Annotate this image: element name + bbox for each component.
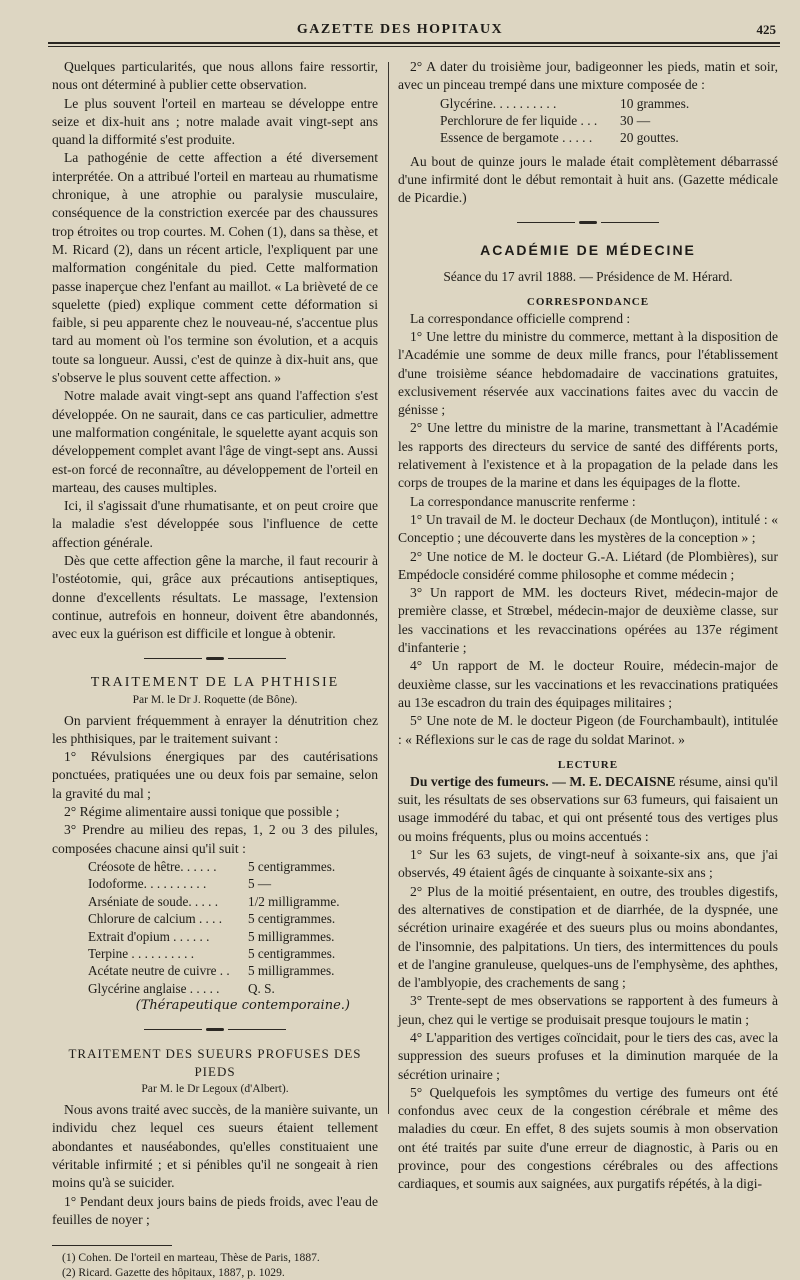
left-column bbox=[52, 58, 378, 1280]
article-byline: Par M. le Dr Legoux (d'Albert). bbox=[141, 1082, 289, 1096]
list-item: 2° Une lettre du ministre de la marine, transmettant à l'Académie les rapports des directeurs du service de santé des différents ports, relativement à l'existence et à la propagation de la pelade dans les corps de troupes de la marine et dans les équipages de la flotte. bbox=[398, 420, 778, 491]
header-rule bbox=[48, 42, 780, 44]
prescription-row: Extrait d'opium . . . . . . 5 milligrammes. bbox=[88, 928, 335, 944]
section-title-academie: ACADÉMIE DE MÉDECINE bbox=[480, 241, 696, 258]
footnote: (2) Ricard. Gazette des hôpitaux, 1887, p. 1029. bbox=[62, 1266, 285, 1280]
list-item: 1° Un travail de M. le docteur Dechaux (de Montluçon), intitulé : « Conceptio ; une découverte dans les mystères de la conception » ; bbox=[398, 511, 778, 546]
prescription-table bbox=[52, 858, 378, 997]
paragraph: Au bout de quinze jours le malade était complètement débarrassé d'une infirmité dont le début remontait à huit ans. (Gazette médicale de Picardie.) bbox=[398, 153, 778, 206]
prescription-row: Chlorure de calcium . . . . 5 centigrammes. bbox=[88, 911, 336, 927]
lecture-lead: Du vertige des fumeurs. — M. E. DECAISNE bbox=[410, 773, 676, 789]
prescription-row: Iodoforme. . . . . . . . . . 5 — bbox=[88, 876, 272, 892]
mixture-row: Glycérine. . . . . . . . . . 10 grammes. bbox=[440, 95, 690, 111]
paragraph: La correspondance officielle comprend : bbox=[410, 310, 631, 326]
list-item: 1° Pendant deux jours bains de pieds froids, avec l'eau de feuilles de noyer ; bbox=[52, 1193, 378, 1227]
prescription-row: Acétate neutre de cuivre . . 5 milligrammes. bbox=[88, 963, 335, 979]
prescription-row: Arséniate de soude. . . . . 1/2 milligramme. bbox=[88, 893, 340, 909]
section-ornament bbox=[398, 216, 778, 230]
paragraph: La pathogénie de cette affection a été diversement interprétée. On a attribué l'orteil en marteau au rhumatisme chronique, à une atrophie ou paralysie musculaire, conséquence de la constriction exercée par des chaussures trop étroites ou trop courtes. M. Cohen (1), dans sa thèse, et M. Ricard (2), dans un récent article, l'expliquent par une malformation congénitale du pied. Cette malformation passe inaperçue chez l'enfant au maillot. « La brièveté de ce squelette (pied) explique comment cette déformation si faible, si peu apparente chez le nouveau-né, s'accentue plus tard au moment où l'os termine son évolution, et a acquis toute sa longueur. Aussi, c'est de quinze à dix-huit ans, que s'observe le plus souvent cette affection. » bbox=[52, 150, 378, 386]
journal-title: GAZETTE DES HOPITAUX bbox=[296, 22, 504, 37]
paragraph: On parvient fréquemment à enrayer la dénutrition chez les phthisiques, par le traitement suivant : bbox=[52, 712, 378, 746]
article-byline: Par M. le Dr J. Roquette (de Bône). bbox=[132, 692, 298, 706]
list-item: 1° Une lettre du ministre du commerce, mettant à la disposition de l'Académie une somme de deux mille francs, pour l'établissement d'une troisième séance hebdomadaire de vaccinations gratuites, exclusivement réservée aux vaccinations faites avec du vaccin de génisse ; bbox=[398, 329, 778, 418]
list-item: 5° Une note de M. le docteur Pigeon (de Fourchambault), intitulée : « Réflexions sur le cas de rage du soldat Marinot. » bbox=[398, 713, 778, 747]
paragraph: La correspondance manuscrite renferme : bbox=[410, 493, 636, 509]
paragraph: Nous avons traité avec succès, de la manière suivante, un individu chez lequel ces sueurs étaient tellement abondantes et nauséabondes, qu'elles constituaient une véritable infirmité ; et si pénibles qu'il ne songeait à rien moins qu'à se suicider. bbox=[52, 1102, 378, 1191]
list-item: 2° A dater du troisième jour, badigeonner les pieds, matin et soir, avec un pinceau trempé dans une mixture composée de : bbox=[398, 59, 778, 93]
list-item: 5° Quelquefois les symptômes du vertige des fumeurs ont été confondus avec ceux de la congestion cérébrale et même des maladies du cœur. En effet, 8 des sujets soumis à mon observation ont été traités par suite d'une erreur de diagnostic, à Paris ou en province, pour des congestions cérébrales ou des affections cardiaques, et soumis aux saignées, aux purgatifs répétés, à la digi- bbox=[398, 1084, 778, 1192]
mixture-row: Perchlorure de fer liquide . . . 30 — bbox=[440, 113, 651, 128]
lecture-text: résume, ainsi qu'il suit, les résultats de ses observations sur 63 fumeurs, qui faisaient un usage immodéré du tabac, et qui ont présenté tous des vertiges plus ou moins fréquents, plus ou moins accentués : bbox=[398, 773, 778, 844]
list-item: 2° Plus de la moitié présentaient, en outre, des troubles digestifs, des alternatives de constipation et de diarrhée, de la dyspnée, une sécrétion urinaire exagérée et des sueurs plus ou moins abondantes, de l'insomnie, des palpitations. Un tiers, des intermittences du pouls et de l'angine granuleuse, quelques-uns de l'emphysème, des aphthes, de l'amblyopie, des crachements de sang ; bbox=[398, 883, 778, 991]
article-title-phthisie: TRAITEMENT DE LA PHTHISIE bbox=[90, 674, 340, 690]
list-item: 3° Trente-sept de mes observations se rapportent à des fumeurs à jeun, chez qui le vertige se produisait presque toujours le matin ; bbox=[398, 993, 778, 1027]
paragraph: Ici, il s'agissait d'une rhumatisante, et on peut croire que la maladie s'est développée sous l'influence de cette affection générale. bbox=[52, 498, 378, 550]
list-item: 1° Sur les 63 sujets, de vingt-neuf à soixante-six ans, que j'ai observés, 49 étaient âgés de cinquante à soixante-six ans ; bbox=[398, 847, 778, 881]
prescription-row: Glycérine anglaise . . . . . Q. S. bbox=[88, 980, 275, 996]
paragraph: Dès que cette affection gêne la marche, il faut recourir à l'ostéotomie, qui, grâce aux précautions antiseptiques, donne d'excellents résultats. Le massage, l'extension continue, autrefois en honneur, doivent être abandonnés, avec eux la guérison est difficile et longue à obtenir. bbox=[52, 553, 378, 642]
subhead-correspondance: CORRESPONDANCE bbox=[526, 295, 650, 308]
header-rule-thin bbox=[48, 46, 780, 47]
page-number: 425 bbox=[756, 22, 776, 37]
footnote: (1) Cohen. De l'orteil en marteau, Thèse de Paris, 1887. bbox=[62, 1251, 320, 1265]
right-column bbox=[398, 58, 778, 1194]
list-item: 4° Un rapport de M. le docteur Rouire, médecin-major de deuxième classe, sur les vaccinations et les revaccinations pratiquées au 13e escadron du train des équipages militaires ; bbox=[398, 658, 778, 710]
footnote-rule bbox=[52, 1245, 172, 1246]
mixture-table bbox=[398, 95, 778, 147]
list-item: 1° Révulsions énergiques par des cautérisations ponctuées, pratiquées une ou deux fois par semaine, selon la gravité du mal ; bbox=[52, 749, 378, 801]
paragraph: Le plus souvent l'orteil en marteau se développe entre seize et dix-huit ans ; notre malade avait vingt-sept ans quand la difformité s'est produite. bbox=[52, 95, 378, 148]
list-item: 2° Une notice de M. le docteur G.-A. Liétard (de Plombières), sur Empédocle considéré comme philosophe et comme médecin ; bbox=[398, 548, 778, 582]
section-ornament bbox=[52, 1023, 378, 1037]
paragraph: Notre malade avait vingt-sept ans quand l'affection s'est développée. On ne saurait, dans ce cas particulier, admettre une malformation congénitale, le squelette ayant acquis son développement complet avant l'âge de vingt-sept ans. Aussi est-on forcé de reconnaître, au développement de l'orteil en marteau, des causes multiples. bbox=[52, 388, 378, 495]
list-item: 4° L'apparition des vertiges coïncidait, pour le tiers des cas, avec la suppression des sueurs profuses et la diminution marquée de la sécrétion urinaire ; bbox=[398, 1029, 778, 1082]
paragraph bbox=[398, 773, 778, 846]
list-item: 3° Un rapport de MM. les docteurs Rivet, médecin-major de première classe, et Strœbel, médecin-major de deuxième classe, sur les vaccinations et les revaccinations opérées au 137e régiment d'infanterie ; bbox=[398, 585, 778, 656]
source-citation: (Thérapeutique contemporaine.) bbox=[135, 998, 350, 1014]
running-head bbox=[0, 20, 800, 42]
section-ornament bbox=[52, 652, 378, 666]
subhead-lecture: LECTURE bbox=[557, 758, 619, 771]
prescription-row: Terpine . . . . . . . . . . 5 centigrammes. bbox=[88, 945, 336, 961]
paragraph: Quelques particularités, que nous allons faire ressortir, nous ont déterminé à publier cette observation. bbox=[52, 59, 378, 93]
prescription-row: Créosote de hêtre. . . . . . 5 centigrammes. bbox=[88, 858, 336, 874]
mixture-row: Essence de bergamote . . . . . 20 gouttes. bbox=[440, 130, 679, 146]
list-item: 3° Prendre au milieu des repas, 1, 2 ou 3 des pilules, composées chacune ainsi qu'il suit : bbox=[52, 822, 378, 856]
column-divider bbox=[388, 62, 389, 1114]
session-line: Séance du 17 avril 1888. — Présidence de M. Hérard. bbox=[443, 268, 733, 284]
article-title-sueurs: TRAITEMENT DES SUEURS PROFUSES DES PIEDS bbox=[68, 1046, 362, 1080]
list-item: 2° Régime alimentaire aussi tonique que possible ; bbox=[64, 803, 340, 819]
